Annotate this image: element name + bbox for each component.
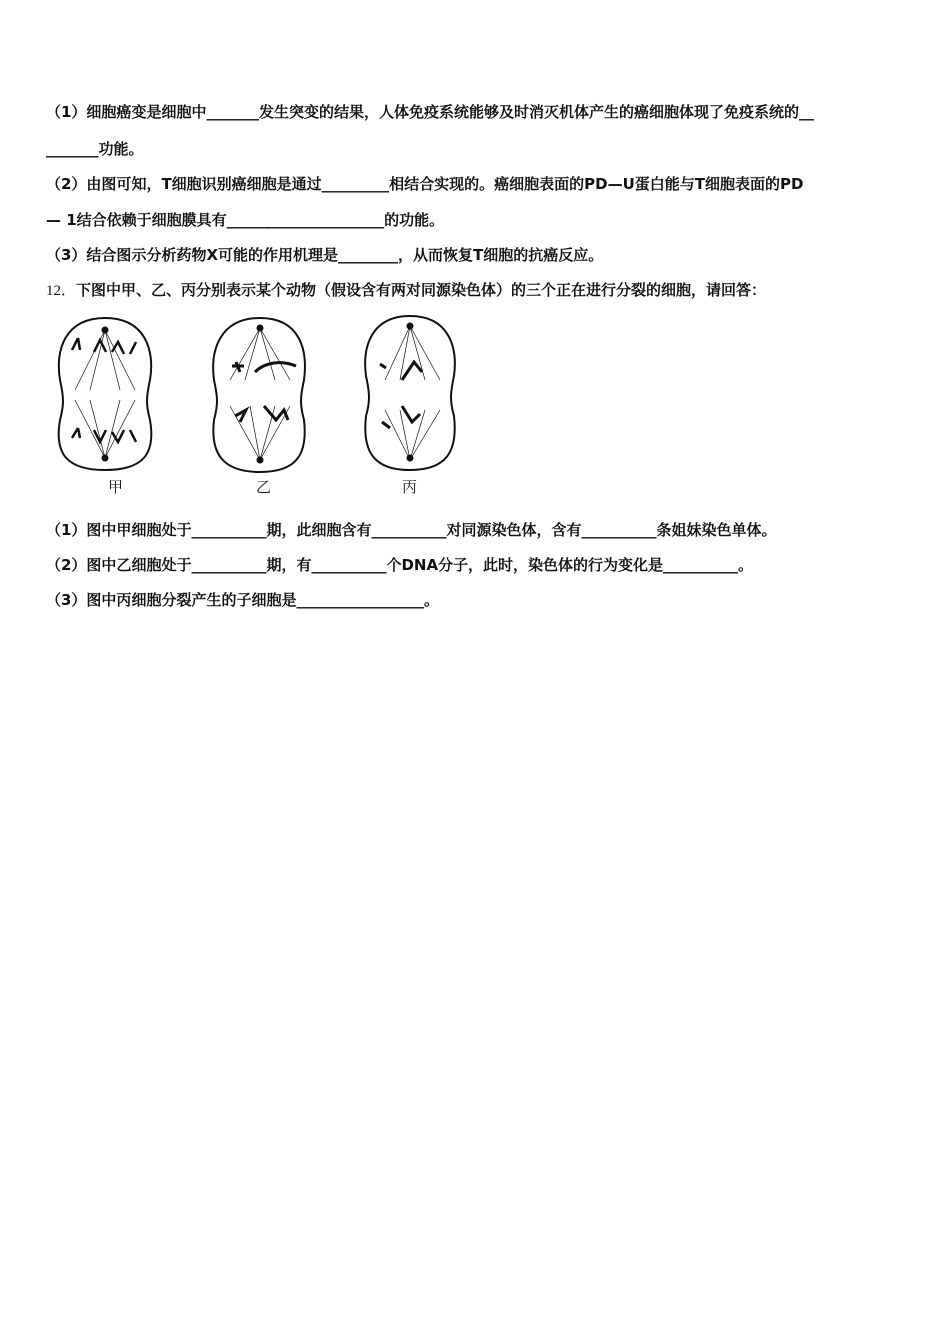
q11-part2-line1: （2）由图可知，T细胞识别癌细胞是通过_________相结合实现的。癌细胞表面的PD—U蛋白能与T细胞表面的PD: [46, 175, 804, 193]
q12-stem-line: [46, 279, 910, 302]
q11-part1-line2: _______功能。: [46, 140, 144, 158]
q11-part1-line1: （1）细胞癌变是细胞中_______发生突变的结果，人体免疫系统能够及时消灭机体产生的癌细胞体现了免疫系统的__: [46, 103, 814, 121]
label-yi: 乙: [256, 478, 272, 496]
cell-division-figure: [50, 310, 480, 500]
q11-part3: （3）结合图示分析药物X可能的作用机理是________，从而恢复T细胞的抗癌反应。: [46, 246, 604, 264]
cell-yi: [213, 318, 305, 472]
q11-part2-line2: — 1结合依赖于细胞膜具有_____________________的功能。: [46, 211, 445, 229]
cell-bing: [365, 316, 455, 470]
q12-number: 12．: [46, 283, 77, 299]
q12-part3: （3）图中丙细胞分裂产生的子细胞是_________________。: [46, 591, 439, 609]
label-bing: 丙: [402, 478, 418, 496]
q12-stem: 下图中甲、乙、丙分别表示某个动物（假设含有两对同源染色体）的三个正在进行分裂的细胞，请回答：: [76, 281, 767, 299]
cell-division-diagram: [50, 310, 480, 500]
label-jia: 甲: [108, 478, 124, 496]
q12-part1: （1）图中甲细胞处于__________期，此细胞含有__________对同源染色体，含有__________条姐妹染色单体。: [46, 521, 777, 539]
cell-jia: [59, 318, 152, 470]
q12-part2: （2）图中乙细胞处于__________期，有__________个DNA分子，此时，染色体的行为变化是__________。: [46, 556, 754, 574]
